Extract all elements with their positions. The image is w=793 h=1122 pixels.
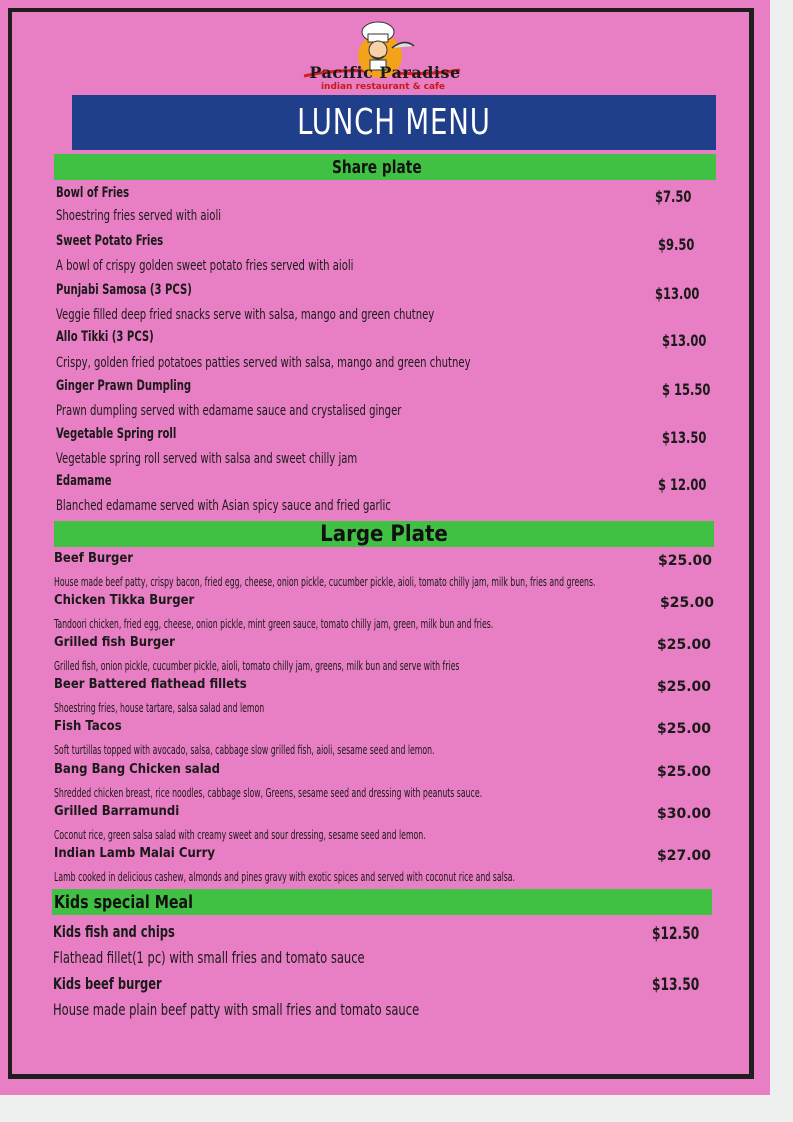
menu-item-price: $ 15.50 bbox=[662, 380, 711, 399]
menu-title: LUNCH MENU bbox=[297, 102, 491, 143]
menu-item-name: Kids fish and chips bbox=[53, 922, 175, 941]
menu-item-price: $12.50 bbox=[652, 924, 700, 944]
menu-item-price: $27.00 bbox=[657, 848, 712, 864]
menu-item-name: Beef Burger bbox=[54, 551, 134, 566]
menu-item-description: Lamb cooked in delicious cashew, almonds and pines gravy with exotic spices and served with coconut rice and salsa. bbox=[54, 870, 516, 884]
menu-item-description: Shoestring fries, house tartare, salsa salad and lemon bbox=[54, 701, 265, 715]
menu-item-description: Crispy, golden fried potatoes patties served with salsa, mango and green chutney bbox=[56, 355, 471, 371]
menu-item-description: Vegetable spring roll served with salsa and sweet chilly jam bbox=[56, 451, 358, 467]
menu-item-description: House made beef patty, crispy bacon, fried egg, cheese, onion pickle, cucumber pickle, aioli, tomato chilly jam, milk bun, fries and greens. bbox=[54, 575, 596, 589]
menu-item-name: Kids beef burger bbox=[53, 974, 162, 993]
menu-item-description: Shoestring fries served with aioli bbox=[56, 208, 222, 224]
menu-item-name: Punjabi Samosa (3 PCS) bbox=[56, 282, 192, 298]
menu-item-name: Bowl of Fries bbox=[56, 185, 130, 201]
menu-item-description: Flathead fillet(1 pc) with small fries and tomato sauce bbox=[53, 948, 365, 967]
menu-item-name: Beer Battered flathead fillets bbox=[54, 677, 247, 692]
menu-item-price: $13.00 bbox=[655, 284, 700, 303]
menu-item-description: Blanched edamame served with Asian spicy sauce and fried garlic bbox=[56, 498, 391, 514]
menu-item-description: House made plain beef patty with small fries and tomato sauce bbox=[53, 1000, 420, 1019]
menu-item-price: $13.50 bbox=[662, 428, 707, 447]
brand-name: Pacific Paradise bbox=[309, 63, 461, 82]
menu-item-name: Indian Lamb Malai Curry bbox=[54, 846, 215, 861]
section-header-share-plate: Share plate bbox=[54, 154, 716, 180]
menu-item-price: $25.00 bbox=[657, 721, 712, 737]
menu-item-price: $7.50 bbox=[655, 187, 692, 206]
menu-item-price: $25.00 bbox=[657, 637, 712, 653]
menu-item-name: Sweet Potato Fries bbox=[56, 233, 164, 249]
menu-item-price: $13.50 bbox=[652, 975, 700, 995]
menu-item-description: A bowl of crispy golden sweet potato fries served with aioli bbox=[56, 258, 354, 274]
menu-item-name: Fish Tacos bbox=[54, 719, 122, 734]
menu-item-name: Bang Bang Chicken salad bbox=[54, 762, 220, 777]
brand-tagline: indian restaurant & cafe bbox=[320, 82, 446, 92]
menu-item-price: $25.00 bbox=[660, 595, 715, 611]
menu-item-price: $ 12.00 bbox=[658, 475, 707, 494]
menu-item-name: Grilled Barramundi bbox=[54, 804, 180, 819]
menu-item-price: $13.00 bbox=[662, 331, 707, 350]
section-header-kids-meal: Kids special Meal bbox=[52, 889, 712, 915]
menu-item-name: Edamame bbox=[56, 473, 112, 489]
menu-item-description: Veggie filled deep fried snacks serve with salsa, mango and green chutney bbox=[56, 307, 435, 323]
menu-item-description: Tandoori chicken, fried egg, cheese, onion pickle, mint green sauce, tomato chilly jam, green, milk bun and fries. bbox=[54, 617, 494, 631]
menu-item-name: Grilled fish Burger bbox=[54, 635, 175, 650]
menu-item-price: $25.00 bbox=[657, 679, 712, 695]
menu-title-bar bbox=[72, 95, 716, 150]
menu-item-name: Ginger Prawn Dumpling bbox=[56, 378, 192, 394]
menu-item-description: Soft turtillas topped with avocado, salsa, cabbage slow grilled fish, aioli, sesame seed and lemon. bbox=[54, 743, 435, 757]
section-header-large-plate: Large Plate bbox=[54, 521, 714, 547]
menu-item-price: $30.00 bbox=[657, 806, 712, 822]
menu-item-description: Grilled fish, onion pickle, cucumber pickle, aioli, tomato chilly jam, greens, milk bun and serve with fries bbox=[54, 659, 460, 673]
menu-item-description: Prawn dumpling served with edamame sauce and crystalised ginger bbox=[56, 403, 402, 419]
menu-item-name: Chicken Tikka Burger bbox=[54, 593, 195, 608]
menu-item-name: Vegetable Spring roll bbox=[56, 426, 177, 442]
menu-item-description: Coconut rice, green salsa salad with creamy sweet and sour dressing, sesame seed and lemon. bbox=[54, 828, 426, 842]
menu-item-price: $25.00 bbox=[657, 764, 712, 780]
menu-item-price: $25.00 bbox=[658, 553, 713, 569]
menu-item-price: $9.50 bbox=[658, 235, 695, 254]
menu-item-name: Allo Tikki (3 PCS) bbox=[56, 329, 154, 345]
menu-item-description: Shredded chicken breast, rice noodles, cabbage slow, Greens, sesame seed and dressing with peanuts sauce. bbox=[54, 786, 483, 800]
